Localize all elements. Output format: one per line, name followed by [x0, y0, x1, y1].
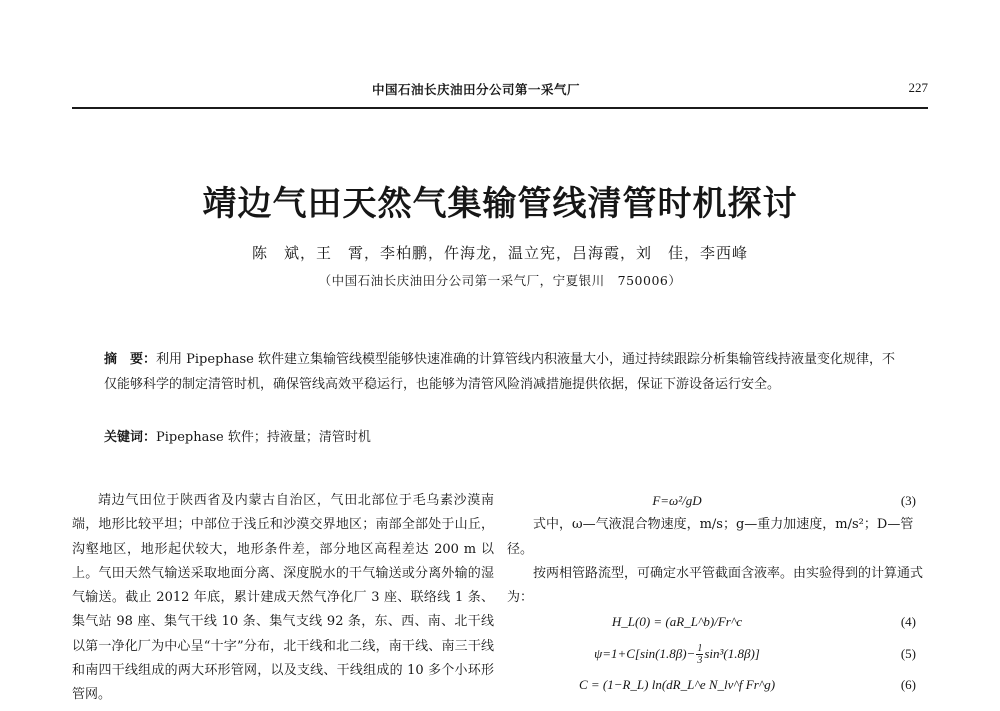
equation-6-number: (6): [900, 676, 916, 692]
body-paragraph: 靖边气田位于陕西省及内蒙古自治区，气田北部位于毛乌素沙漠南端，地形比较平坦；中部位于浅丘和沙漠交界地区；南部全部处于山丘，沟壑地区，地形起伏较大，地形条件差，部分地区高程差达 200 m 以上。气田天然气输送采取地面分离、深度脱水的干气输送或分离外输的湿气输送。截止 2012 年底，累计建成天然气净化厂 3 座、联络线 1 条、集气站 98 座、集气干线 10 条、集气支线 92 条，东、西、南、北干线以第一净化厂为中心呈“十字”分布，北干线和北二线，南干线、南三干线和南四干线组成的两大环形管网，以及支线、干线组成的 10 多个小环形管网。: [72, 493, 494, 703]
equation-6: [507, 673, 928, 697]
body-paragraph-2: 按两相管路流型，可确定水平管截面含液率。由实验得到的计算通式为：: [507, 565, 924, 606]
equation-5-lead: ψ=1+C[sin(1.8β)−: [594, 645, 696, 661]
equation-4-formula: H_L(0) = (aR_L^b)/Fr^c: [611, 614, 743, 630]
equation-5: [507, 635, 928, 673]
running-header: [0, 80, 1000, 102]
abstract-text: 利用 Pipephase 软件建立集输管线模型能够快速准确的计算管线内积液量大小，通过持续跟踪分析集输管线持液量变化规律，不仅能够科学的制定清管时机，确保管线高效平稳运行，也能够为清管风险消减措施提供依据，保证下游设备运行安全。: [104, 352, 896, 392]
variable-definition: 式中，ω—气液混合物速度，m/s；g—重力加速度，m/s²；D—管径。: [507, 517, 914, 557]
author-list: 陈 斌，王 霄，李柏鹏，仵海龙，温立宪，吕海霞，刘 佳，李西峰: [251, 244, 748, 262]
equation-3: [507, 489, 928, 513]
equation-3-number: (3): [900, 493, 916, 508]
header-rule: [72, 107, 928, 109]
abstract-label: 摘 要：: [104, 352, 157, 367]
affiliation: （中国石油长庆油田分公司第一采气厂，宁夏银川 750006）: [318, 273, 682, 288]
journal-header: 中国石油长庆油田分公司第一采气厂: [372, 82, 581, 97]
equation-5-formula: [507, 635, 847, 673]
equation-6-formula: C = (1−R_L) ln(dR_L^e N_lv^f Fr^g): [578, 676, 776, 692]
keywords-text: Pipephase 软件；持液量；清管时机: [156, 430, 371, 445]
fraction-numerator: 1: [697, 643, 703, 655]
equation-5-tail: sin³(1.8β)]: [704, 645, 760, 661]
fraction-denominator: 3: [697, 655, 703, 667]
equation-5-fraction: [696, 643, 703, 666]
equation-5-number: (5): [900, 645, 916, 661]
abstract: [104, 347, 904, 397]
left-column: [72, 489, 494, 708]
page-number: 227: [908, 80, 928, 95]
equation-4-number: (4): [900, 614, 916, 630]
keywords: [104, 425, 904, 450]
keywords-label: 关键词：: [104, 430, 157, 445]
right-column: [507, 489, 928, 697]
equation-4: [507, 610, 928, 634]
article-title: 靖边气田天然气集输管线清管时机探讨: [202, 184, 798, 224]
equation-3-formula: F=ω²/gD: [652, 493, 702, 508]
